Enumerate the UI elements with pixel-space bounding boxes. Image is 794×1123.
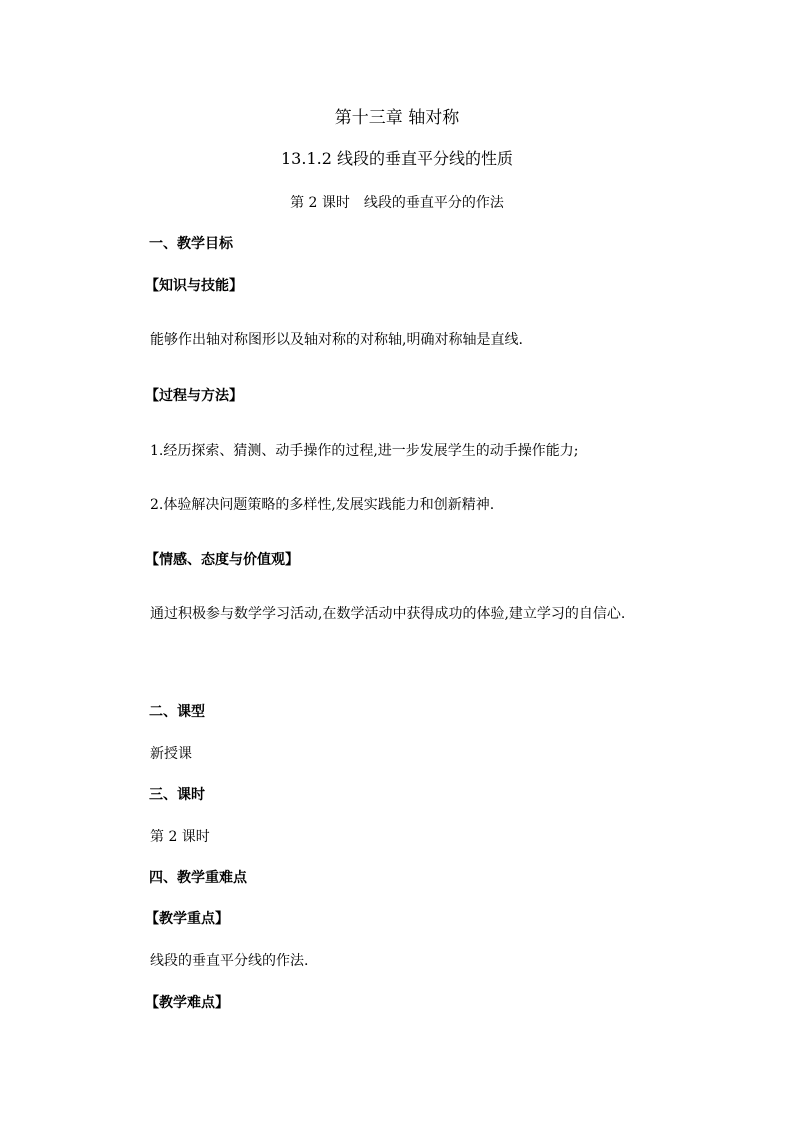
emotion-text: 通过积极参与数学学习活动,在数学活动中获得成功的体验,建立学习的自信心. [150,606,626,622]
process-item-2: 2.体验解决问题策略的多样性,发展实践能力和创新精神. [150,497,495,513]
chapter-title: 第十三章 轴对称 [334,108,460,128]
focus-text: 线段的垂直平分线的作法. [150,953,309,969]
lesson-time-heading: 三、课时 [149,787,205,803]
objectives-heading: 一、教学目标 [149,236,233,252]
lesson-time-value: 第 2 课时 [150,829,210,845]
knowledge-heading: 【知识与技能】 [145,278,243,294]
lesson-type-heading: 二、课型 [149,704,205,720]
key-points-heading: 四、教学重难点 [149,870,247,886]
section-title: 13.1.2 线段的垂直平分线的性质 [281,149,513,168]
lesson-title: 第 2 课时 线段的垂直平分的作法 [290,195,504,211]
difficulty-heading: 【教学难点】 [145,995,229,1011]
knowledge-text: 能够作出轴对称图形以及轴对称的对称轴,明确对称轴是直线. [150,332,523,348]
emotion-heading: 【情感、态度与价值观】 [145,552,299,568]
process-item-1: 1.经历探索、猜测、动手操作的过程,进一步发展学生的动手操作能力; [150,443,579,459]
process-heading: 【过程与方法】 [145,388,243,404]
lesson-type-value: 新授课 [150,746,192,762]
focus-heading: 【教学重点】 [145,911,229,927]
